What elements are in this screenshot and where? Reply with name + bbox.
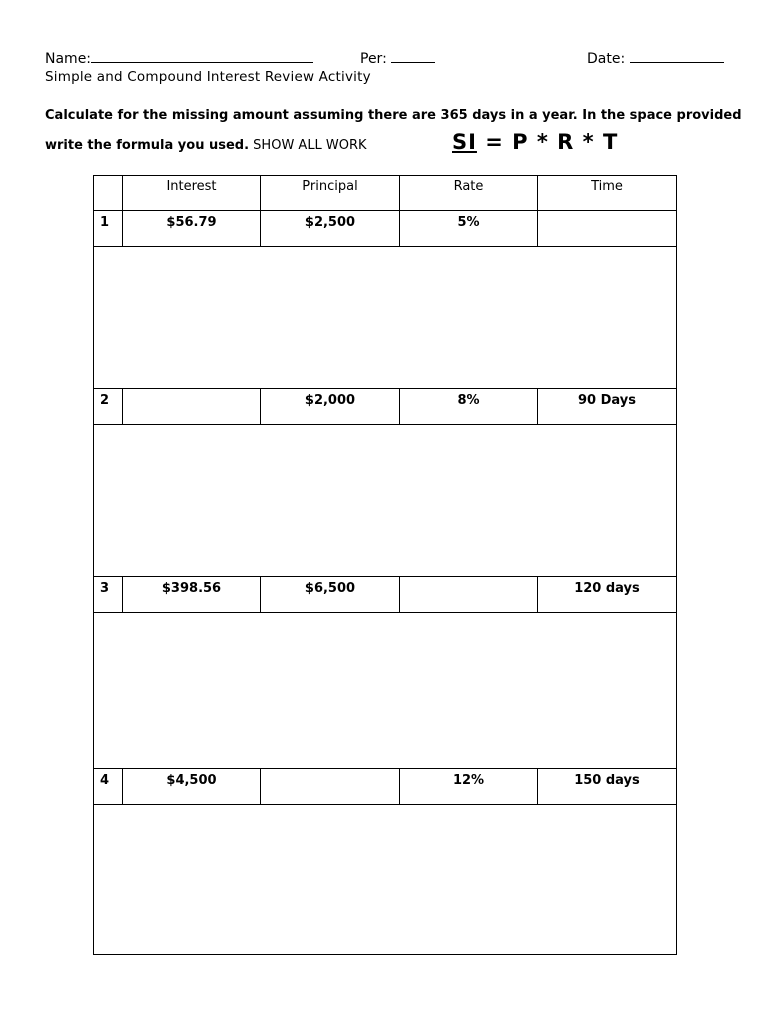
principal-cell[interactable] [261,769,400,805]
instructions-line-2-bold: write the formula you used. [45,138,250,153]
column-header-number [94,176,123,211]
principal-cell: $2,500 [261,211,400,247]
simple-interest-formula [452,130,618,154]
name-blank-line[interactable] [91,48,313,63]
interest-cell: $56.79 [123,211,261,247]
worksheet-title: Simple and Compound Interest Review Activity [45,69,371,85]
principal-cell: $2,000 [261,389,400,425]
date-label: Date: [587,51,626,67]
period-blank-line[interactable] [391,48,435,63]
work-space[interactable] [94,805,677,955]
table-row [94,769,677,805]
instructions-show-work: SHOW ALL WORK [249,138,367,153]
time-cell: 90 Days [538,389,677,425]
column-header-interest: Interest [123,176,261,211]
work-space-row [94,805,677,955]
work-space-row [94,425,677,577]
problem-number: 2 [94,389,123,425]
column-header-time: Time [538,176,677,211]
formula-rest: = P * R * T [476,130,619,154]
rate-cell: 5% [400,211,538,247]
work-space[interactable] [94,613,677,769]
table-row [94,577,677,613]
table-row [94,389,677,425]
problem-number: 1 [94,211,123,247]
principal-cell: $6,500 [261,577,400,613]
date-field [587,48,724,67]
table-header-row [94,176,677,211]
instructions-line-1: Calculate for the missing amount assuming there are 365 days in a year. In the space provided [45,108,742,123]
rate-cell: 12% [400,769,538,805]
interest-cell: $398.56 [123,577,261,613]
instructions-line-2 [45,138,367,153]
formula-si: SI [452,130,477,154]
column-header-principal: Principal [261,176,400,211]
date-blank-line[interactable] [630,48,724,63]
rate-cell: 8% [400,389,538,425]
interest-table [93,175,677,955]
problem-number: 4 [94,769,123,805]
time-cell[interactable] [538,211,677,247]
time-cell: 120 days [538,577,677,613]
problem-number: 3 [94,577,123,613]
interest-cell: $4,500 [123,769,261,805]
period-field [360,48,435,67]
name-field [45,48,313,67]
work-space-row [94,613,677,769]
interest-cell[interactable] [123,389,261,425]
period-label: Per: [360,51,387,67]
rate-cell[interactable] [400,577,538,613]
table-row [94,211,677,247]
time-cell: 150 days [538,769,677,805]
work-space[interactable] [94,425,677,577]
work-space-row [94,247,677,389]
column-header-rate: Rate [400,176,538,211]
name-label: Name: [45,51,92,67]
work-space[interactable] [94,247,677,389]
